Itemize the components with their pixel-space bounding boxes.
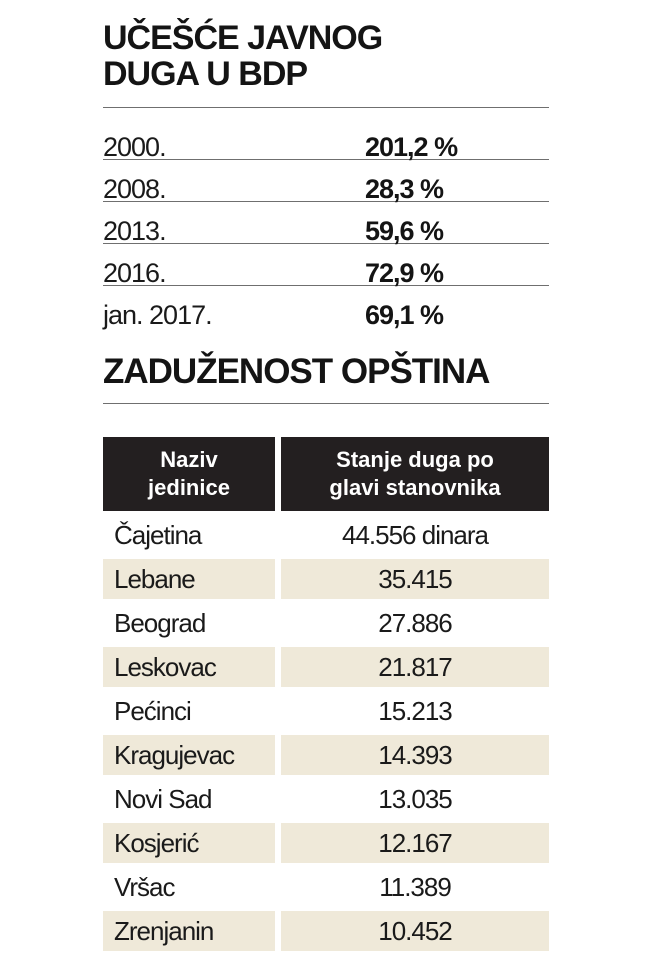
table-row (103, 603, 549, 643)
debt-share-title-line1: UČEŠĆE JAVNOG (103, 19, 383, 57)
debt-year: jan. 2017. (103, 300, 212, 330)
municipality-debt-title: ZADUŽENOST OPŠTINA (103, 352, 490, 391)
municipality-name: Pećinci (114, 696, 191, 726)
table-row (103, 559, 549, 599)
debt-row-2008 (103, 160, 549, 202)
debt-year: 2000. (103, 132, 166, 162)
table-row (103, 647, 549, 687)
table-row (103, 911, 549, 951)
header-debt-per-capita (281, 437, 549, 511)
municipality-name: Novi Sad (114, 784, 212, 814)
debt-value: 28,3 % (365, 174, 444, 204)
table-header (103, 437, 549, 511)
title-divider (103, 107, 549, 108)
header-debt-per-capita-line1: Stanje duga po (336, 447, 494, 472)
debt-per-capita: 35.415 (281, 559, 549, 599)
debt-per-capita: 15.213 (378, 696, 452, 726)
section-divider (103, 403, 549, 404)
municipality-name: Čajetina (114, 520, 202, 550)
municipality-name: Kragujevac (103, 735, 275, 775)
table-row (103, 515, 549, 555)
header-unit-name (103, 437, 275, 511)
table-row (103, 735, 549, 775)
table-row (103, 823, 549, 863)
debt-year: 2013. (103, 216, 166, 246)
debt-per-capita: 11.389 (379, 872, 451, 902)
debt-value: 59,6 % (365, 216, 444, 246)
debt-per-capita: 27.886 (378, 608, 452, 638)
header-unit-name-line1: Naziv (160, 447, 218, 472)
debt-per-capita: 10.452 (281, 911, 549, 951)
header-unit-name-line2: jedinice (148, 475, 230, 500)
municipality-debt-table (103, 437, 549, 951)
table-row (103, 779, 549, 819)
debt-per-capita: 21.817 (281, 647, 549, 687)
debt-row-jan-2017 (103, 286, 549, 328)
municipality-name: Leskovac (103, 647, 275, 687)
debt-share-table (103, 118, 549, 328)
header-debt-per-capita-line2: glavi stanovnika (329, 475, 501, 500)
municipality-name: Vršac (114, 872, 175, 902)
debt-per-capita: 13.035 (378, 784, 452, 814)
municipality-name: Beograd (114, 608, 206, 638)
debt-per-capita: 44.556 dinara (341, 520, 489, 550)
debt-share-title-line2: DUGA U BDP (103, 55, 308, 93)
debt-row-2016 (103, 244, 549, 286)
municipality-name: Zrenjanin (103, 911, 275, 951)
debt-share-title (103, 20, 543, 92)
debt-per-capita: 12.167 (281, 823, 549, 863)
debt-year: 2008. (103, 174, 166, 204)
debt-value: 69,1 % (365, 300, 444, 330)
debt-year: 2016. (103, 258, 166, 288)
table-row (103, 867, 549, 907)
debt-per-capita: 14.393 (281, 735, 549, 775)
table-row (103, 691, 549, 731)
municipality-name: Kosjerić (103, 823, 275, 863)
debt-row-2013 (103, 202, 549, 244)
debt-value: 201,2 % (365, 132, 458, 162)
municipality-name: Lebane (103, 559, 275, 599)
debt-row-2000 (103, 118, 549, 160)
debt-value: 72,9 % (365, 258, 444, 288)
